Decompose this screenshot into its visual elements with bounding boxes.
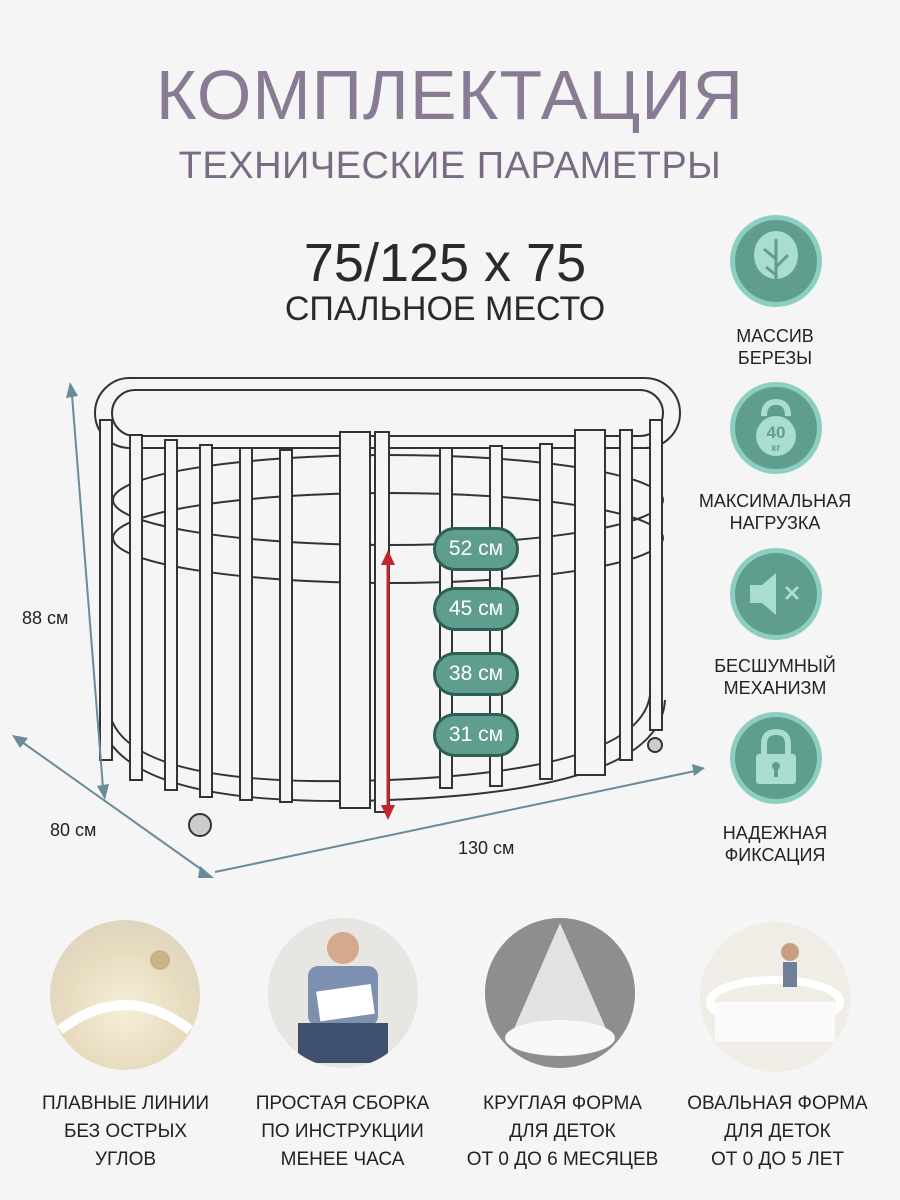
mute-speaker-icon bbox=[730, 548, 822, 640]
sleeping-area-size: 75/125 x 75 bbox=[303, 233, 587, 293]
feature-silent-label: БЕСШУМНЫЙ МЕХАНИЗМ bbox=[714, 656, 836, 698]
svg-text:40: 40 bbox=[766, 423, 786, 442]
height-option-38: 38 см bbox=[433, 652, 519, 696]
page-title: КОМПЛЕКТАЦИЯ bbox=[155, 56, 745, 134]
caption-smooth-lines: ПЛАВНЫЕ ЛИНИИ БЕЗ ОСТРЫХ УГЛОВ bbox=[41, 1093, 210, 1170]
birch-tree-icon bbox=[730, 215, 822, 307]
photo-assembly bbox=[268, 918, 418, 1068]
feature-birch-label: МАССИВ БЕРЕЗЫ bbox=[736, 326, 814, 368]
height-option-52: 52 см bbox=[433, 527, 519, 571]
feature-load-label: МАКСИМАЛЬНАЯ НАГРУЗКА bbox=[698, 491, 852, 533]
height-option-31: 31 см bbox=[433, 713, 519, 757]
height-dimension: 88 см bbox=[22, 608, 69, 628]
svg-text:кг: кг bbox=[771, 443, 781, 454]
caption-oval-form: ОВАЛЬНАЯ ФОРМА ДЛЯ ДЕТОК ОТ 0 ДО 5 ЛЕТ bbox=[687, 1093, 868, 1170]
photo-round-form bbox=[485, 918, 635, 1068]
height-option-45: 45 см bbox=[433, 587, 519, 631]
padlock-icon bbox=[730, 712, 822, 804]
wheel-icon bbox=[189, 814, 211, 836]
photo-smooth-lines bbox=[50, 920, 200, 1070]
sleeping-area-label: СПАЛЬНОЕ МЕСТО bbox=[284, 290, 606, 328]
photo-oval-form bbox=[700, 922, 850, 1072]
depth-dimension: 80 см bbox=[50, 820, 97, 840]
length-dimension: 130 см bbox=[458, 838, 515, 858]
kettlebell-icon bbox=[730, 382, 822, 474]
crib-drawing bbox=[0, 360, 710, 890]
caption-assembly: ПРОСТАЯ СБОРКА ПО ИНСТРУКЦИИ МЕНЕЕ ЧАСА bbox=[255, 1093, 430, 1170]
feature-lock-label: НАДЕЖНАЯ ФИКСАЦИЯ bbox=[722, 823, 828, 865]
page-subtitle: ТЕХНИЧЕСКИЕ ПАРАМЕТРЫ bbox=[178, 145, 722, 187]
caption-round-form: КРУГЛАЯ ФОРМА ДЛЯ ДЕТОК ОТ 0 ДО 6 МЕСЯЦЕВ bbox=[466, 1093, 659, 1170]
